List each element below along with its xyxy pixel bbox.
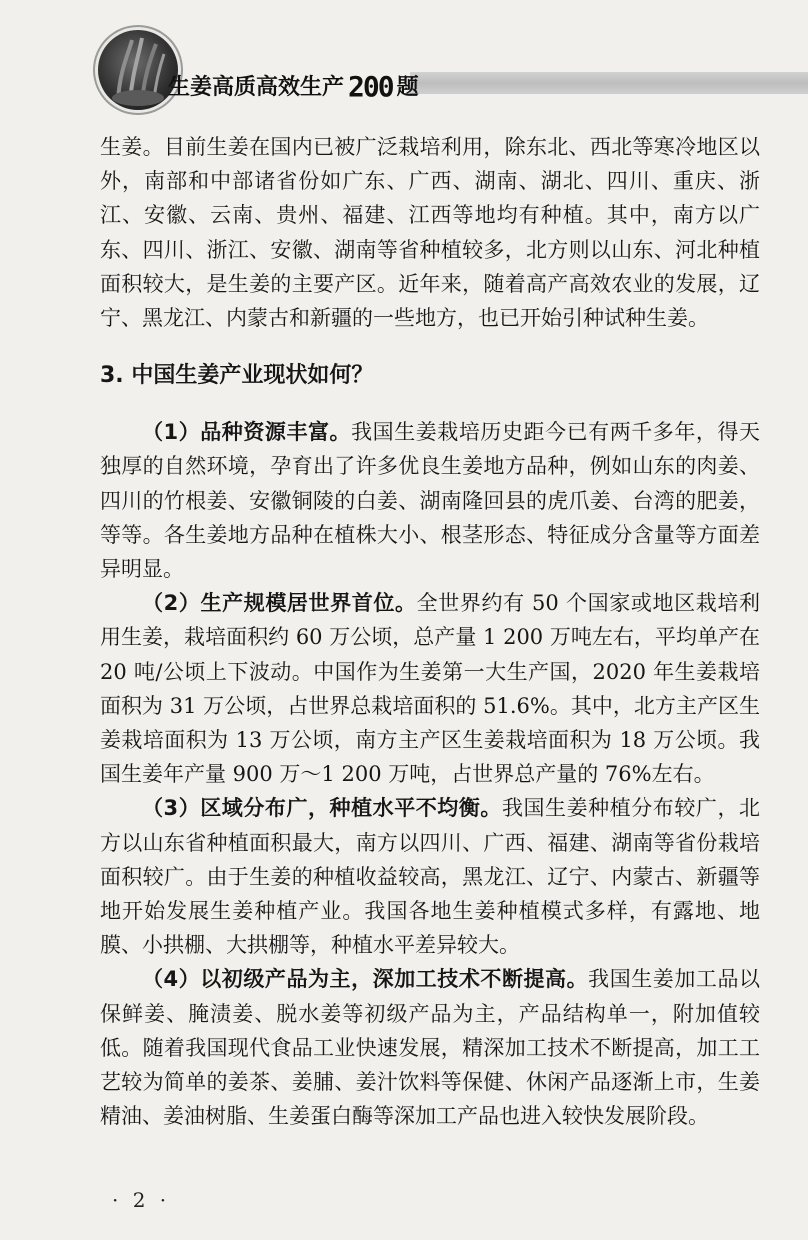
book-title-prefix: 生姜高质高效生产 [168, 75, 345, 100]
intro-paragraph: 生姜。目前生姜在国内已被广泛栽培利用，除东北、西北等寒冷地区以外，南部和中部诸省份如广东、广西、湖南、湖北、四川、重庆、浙江、安徽、云南、贵州、福建、江西等地均有种植。其中，南方以广东、四川、浙江、安徽、湖南等省种植较多，北方则以山东、河北种植面积较大，是生姜的主要产区。近年来，随着高产高效农业的发展，辽宁、黑龙江、内蒙古和新疆的一些地方，也已开始引种试种生姜。 [100, 135, 760, 331]
book-title [168, 70, 419, 103]
paragraph-text: 全世界约有 50 个国家或地区栽培利用生姜，栽培面积约 60 万公顷，总产量 1 200 万吨左右，平均单产在 20 吨/公顷上下波动。中国作为生姜第一大生产国，2020 年生姜栽培面积为 31 万公顷，占世界总栽培面积的 51.6%。其中，北方主产区生姜栽培面积为 13 万公顷，南方主产区生姜栽培面积为 18 万公顷。我国生姜年产量 900 万～1 200 万吨，占世界总产量的 76%左右。 [100, 591, 760, 787]
paragraph-text: 我国生姜栽培历史距今已有两千多年，得天独厚的自然环境，孕育出了许多优良生姜地方品种，例如山东的肉姜、四川的竹根姜、安徽铜陵的白姜、湖南隆回县的虎爪姜、台湾的肥姜，等等。各生姜地方品种在植株大小、根茎形态、特征成分含量等方面差异明显。 [100, 420, 760, 582]
page-header [0, 0, 808, 120]
book-title-number: 200 [348, 70, 393, 103]
paragraph-text: 我国生姜加工品以保鲜姜、腌渍姜、脱水姜等初级产品为主，产品结构单一，附加值较低。随着我国现代食品工业快速发展，精深加工技术不断提高，加工工艺较为简单的姜茶、姜脯、姜汁饮料等保健、休闲产品逐渐上市，生姜精油、姜油树脂、生姜蛋白酶等深加工产品也进入较快发展阶段。 [100, 967, 760, 1129]
book-title-suffix: 题 [396, 75, 419, 100]
paragraph-lead: （4）以初级产品为主，深加工技术不断提高。 [142, 967, 589, 992]
section-paragraph-3 [100, 791, 760, 962]
ginger-photo-logo [98, 30, 178, 110]
paragraph-text: 我国生姜种植分布较广，北方以山东省种植面积最大，南方以四川、广西、福建、湖南等省份栽培面积较广。由于生姜的种植收益较高，黑龙江、辽宁、内蒙古、新疆等地开始发展生姜种植产业。我国各地生姜种植模式多样，有露地、地膜、小拱棚、大拱棚等，种植水平差异较大。 [100, 796, 760, 958]
paragraph-lead: （1）品种资源丰富。 [142, 420, 352, 445]
section-paragraph-4 [100, 962, 760, 1133]
section-paragraph-1 [100, 415, 760, 586]
page-body [100, 130, 760, 1133]
section-heading: 3. 中国生姜产业现状如何？ [100, 363, 374, 389]
paragraph-lead: （3）区域分布广，种植水平不均衡。 [142, 796, 502, 821]
paragraph-lead: （2）生产规模居世界首位。 [142, 591, 417, 616]
page-number: · 2 · [112, 1188, 171, 1212]
ginger-plant-icon [98, 30, 178, 110]
section-paragraph-2 [100, 586, 760, 791]
